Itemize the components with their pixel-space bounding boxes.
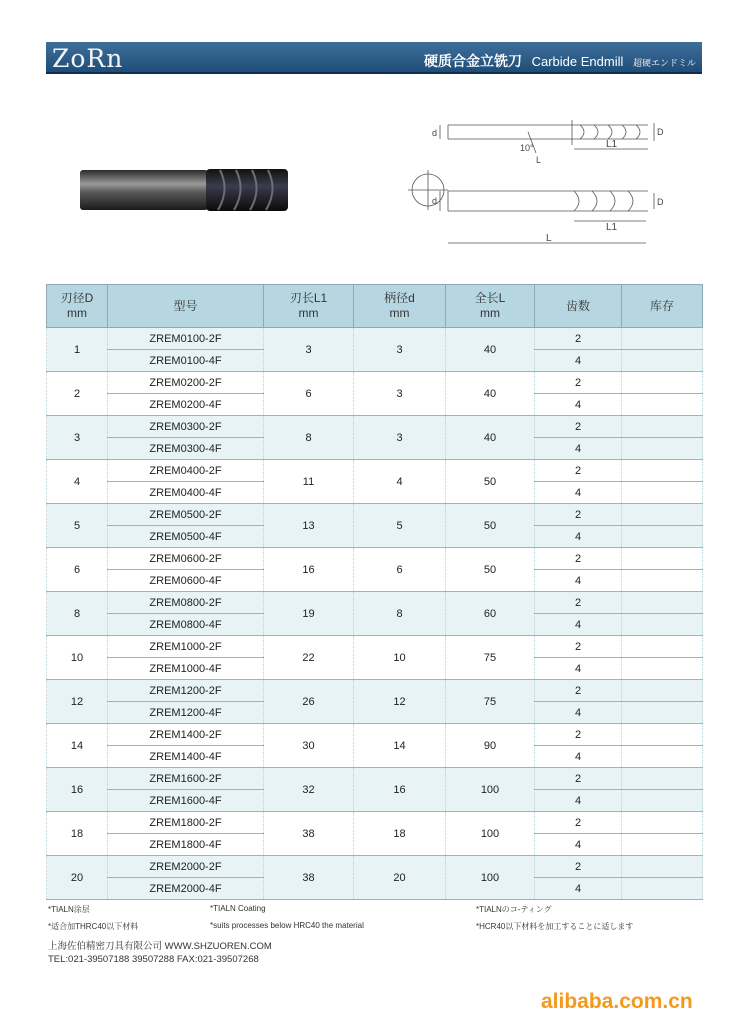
cell-flutes: 4 [535, 878, 622, 900]
cell-flutes: 2 [535, 328, 622, 350]
cell-flutes: 4 [535, 614, 622, 636]
cell-flute-length: 16 [264, 548, 354, 592]
cell-flutes: 2 [535, 768, 622, 790]
table-row [47, 680, 703, 702]
cell-stock [622, 504, 703, 526]
cell-overall-length: 90 [446, 724, 535, 768]
cell-overall-length: 50 [446, 548, 535, 592]
cell-stock [622, 548, 703, 570]
cell-stock [622, 812, 703, 834]
cell-diameter: 8 [47, 592, 108, 636]
cell-diameter: 20 [47, 856, 108, 900]
cell-diameter: 10 [47, 636, 108, 680]
note-material-jp: *HCR40以下材料を加工することに适します [476, 922, 634, 931]
cell-stock [622, 702, 703, 724]
dim-label-L1-top: L1 [606, 139, 618, 150]
cell-flute-length: 6 [264, 372, 354, 416]
cell-stock [622, 768, 703, 790]
cell-model: ZREM0800-4F [108, 614, 264, 636]
cell-overall-length: 40 [446, 416, 535, 460]
cell-model: ZREM0400-4F [108, 482, 264, 504]
title-chinese: 硬质合金立铣刀 [423, 54, 522, 70]
cell-overall-length: 60 [446, 592, 535, 636]
table-row [47, 504, 703, 526]
header-model: 型号 [108, 285, 264, 328]
cell-model: ZREM2000-4F [108, 878, 264, 900]
cell-stock [622, 856, 703, 878]
cell-model: ZREM0600-4F [108, 570, 264, 592]
endmill-photo [80, 168, 290, 212]
cell-shank-diameter: 8 [354, 592, 446, 636]
cell-overall-length: 50 [446, 504, 535, 548]
cell-diameter: 16 [47, 768, 108, 812]
cell-diameter: 12 [47, 680, 108, 724]
cell-flute-length: 19 [264, 592, 354, 636]
cell-stock [622, 592, 703, 614]
cell-flutes: 2 [535, 636, 622, 658]
cell-model: ZREM0300-2F [108, 416, 264, 438]
title-japanese: 超硬エンドミル [632, 58, 696, 68]
cell-model: ZREM0600-2F [108, 548, 264, 570]
header-flutes: 齿数 [535, 285, 622, 328]
cell-flutes: 2 [535, 548, 622, 570]
cell-stock [622, 680, 703, 702]
cell-model: ZREM1400-2F [108, 724, 264, 746]
cell-stock [622, 394, 703, 416]
cell-flutes: 4 [535, 790, 622, 812]
cell-stock [622, 372, 703, 394]
cell-model: ZREM0200-2F [108, 372, 264, 394]
cell-stock [622, 658, 703, 680]
header-shank-diameter: 柄径d mm [354, 285, 446, 328]
table-row [47, 416, 703, 438]
cell-shank-diameter: 3 [354, 416, 446, 460]
cell-model: ZREM1400-4F [108, 746, 264, 768]
cell-flute-length: 8 [264, 416, 354, 460]
cell-shank-diameter: 3 [354, 328, 446, 372]
cell-model: ZREM0200-4F [108, 394, 264, 416]
dim-label-L1-bottom: L1 [606, 222, 618, 233]
table-row [47, 768, 703, 790]
note-coating-cn: *TIALN涂层 [48, 905, 90, 914]
dim-label-L-bottom: L [546, 233, 552, 244]
cell-flutes: 4 [535, 482, 622, 504]
cell-flutes: 4 [535, 746, 622, 768]
cell-stock [622, 482, 703, 504]
title-banner [46, 42, 702, 74]
cell-model: ZREM0500-2F [108, 504, 264, 526]
cell-flute-length: 38 [264, 856, 354, 900]
cell-flute-length: 30 [264, 724, 354, 768]
cell-stock [622, 834, 703, 856]
cell-model: ZREM1600-2F [108, 768, 264, 790]
cell-flute-length: 3 [264, 328, 354, 372]
cell-model: ZREM0400-2F [108, 460, 264, 482]
table-row [47, 460, 703, 482]
cell-model: ZREM0100-2F [108, 328, 264, 350]
cell-model: ZREM1800-4F [108, 834, 264, 856]
site-watermark: alibaba.com.cn [541, 990, 693, 1013]
title-english: Carbide Endmill [531, 54, 624, 69]
cell-stock [622, 570, 703, 592]
table-row [47, 724, 703, 746]
footer-notes [48, 904, 708, 964]
cell-model: ZREM1800-2F [108, 812, 264, 834]
table-row [47, 548, 703, 570]
cell-shank-diameter: 12 [354, 680, 446, 724]
cell-stock [622, 350, 703, 372]
cell-diameter: 2 [47, 372, 108, 416]
cell-overall-length: 100 [446, 768, 535, 812]
cell-flutes: 4 [535, 570, 622, 592]
cell-diameter: 18 [47, 812, 108, 856]
note-coating-en: *TIALN Coating [210, 904, 266, 913]
note-coating-jp: *TIALNのコ-ティング [476, 905, 552, 914]
dim-label-d-bottom: d [432, 196, 438, 206]
cell-shank-diameter: 20 [354, 856, 446, 900]
cell-stock [622, 526, 703, 548]
cell-stock [622, 790, 703, 812]
dim-label-L-top: L [536, 155, 542, 165]
cell-stock [622, 416, 703, 438]
cell-stock [622, 328, 703, 350]
cell-shank-diameter: 16 [354, 768, 446, 812]
cell-stock [622, 438, 703, 460]
cell-overall-length: 100 [446, 812, 535, 856]
banner-title [424, 51, 696, 71]
cell-shank-diameter: 10 [354, 636, 446, 680]
cell-overall-length: 75 [446, 680, 535, 724]
header-diameter: 刃径D mm [47, 285, 108, 328]
table-row [47, 372, 703, 394]
cell-flutes: 2 [535, 812, 622, 834]
cell-model: ZREM2000-2F [108, 856, 264, 878]
cell-overall-length: 50 [446, 460, 535, 504]
table-row [47, 856, 703, 878]
cell-stock [622, 746, 703, 768]
cell-flutes: 2 [535, 856, 622, 878]
cell-stock [622, 636, 703, 658]
cell-shank-diameter: 6 [354, 548, 446, 592]
note-material-en: *suits processes below HRC40 the material [210, 921, 364, 930]
cell-stock [622, 614, 703, 636]
table-row [47, 592, 703, 614]
note-material-cn: *适合加THRC40以下材料 [48, 922, 139, 931]
cell-model: ZREM1000-4F [108, 658, 264, 680]
cell-flutes: 4 [535, 834, 622, 856]
header-overall-length: 全长L mm [446, 285, 535, 328]
cell-shank-diameter: 14 [354, 724, 446, 768]
table-row [47, 636, 703, 658]
table-row [47, 812, 703, 834]
cell-flute-length: 32 [264, 768, 354, 812]
cell-flutes: 4 [535, 526, 622, 548]
cell-model: ZREM1200-2F [108, 680, 264, 702]
dimension-drawings [348, 115, 668, 255]
cell-model: ZREM1200-4F [108, 702, 264, 724]
cell-overall-length: 40 [446, 328, 535, 372]
dim-label-d-top: d [432, 128, 438, 138]
cell-diameter: 3 [47, 416, 108, 460]
brand-logo: ZoRn [52, 44, 124, 73]
cell-diameter: 5 [47, 504, 108, 548]
cell-flutes: 2 [535, 372, 622, 394]
dim-label-D-top: D [657, 127, 664, 137]
cell-flutes: 2 [535, 680, 622, 702]
cell-shank-diameter: 5 [354, 504, 446, 548]
company-contact: TEL:021-39507188 39507288 FAX:021-39507268 [48, 954, 259, 965]
cell-diameter: 1 [47, 328, 108, 372]
cell-flute-length: 38 [264, 812, 354, 856]
cell-model: ZREM1600-4F [108, 790, 264, 812]
cell-flutes: 4 [535, 394, 622, 416]
cell-flutes: 4 [535, 438, 622, 460]
dim-label-D-bottom: D [657, 197, 664, 207]
cell-flutes: 2 [535, 460, 622, 482]
cell-shank-diameter: 4 [354, 460, 446, 504]
table-row [47, 328, 703, 350]
table-header-row [47, 285, 703, 328]
cell-overall-length: 100 [446, 856, 535, 900]
cell-stock [622, 460, 703, 482]
cell-flutes: 4 [535, 702, 622, 724]
cell-flutes: 4 [535, 350, 622, 372]
cell-model: ZREM1000-2F [108, 636, 264, 658]
cell-stock [622, 724, 703, 746]
cell-flute-length: 11 [264, 460, 354, 504]
spec-table [46, 284, 703, 900]
company-name-web: 上海佐伯精密刀具有限公司 WWW.SHZUOREN.COM [48, 941, 272, 952]
cell-overall-length: 75 [446, 636, 535, 680]
cell-flutes: 2 [535, 416, 622, 438]
cell-flutes: 2 [535, 724, 622, 746]
cell-flute-length: 26 [264, 680, 354, 724]
cell-flute-length: 13 [264, 504, 354, 548]
cell-shank-diameter: 18 [354, 812, 446, 856]
dim-label-angle: 10° [520, 143, 534, 153]
cell-model: ZREM0300-4F [108, 438, 264, 460]
header-stock: 库存 [622, 285, 703, 328]
cell-flutes: 2 [535, 504, 622, 526]
cell-stock [622, 878, 703, 900]
cell-diameter: 4 [47, 460, 108, 504]
cell-overall-length: 40 [446, 372, 535, 416]
cell-model: ZREM0500-4F [108, 526, 264, 548]
cell-model: ZREM0100-4F [108, 350, 264, 372]
cell-model: ZREM0800-2F [108, 592, 264, 614]
cell-flute-length: 22 [264, 636, 354, 680]
cell-diameter: 14 [47, 724, 108, 768]
cell-flutes: 4 [535, 658, 622, 680]
header-flute-length: 刃长L1 mm [264, 285, 354, 328]
cell-shank-diameter: 3 [354, 372, 446, 416]
cell-flutes: 2 [535, 592, 622, 614]
cell-diameter: 6 [47, 548, 108, 592]
